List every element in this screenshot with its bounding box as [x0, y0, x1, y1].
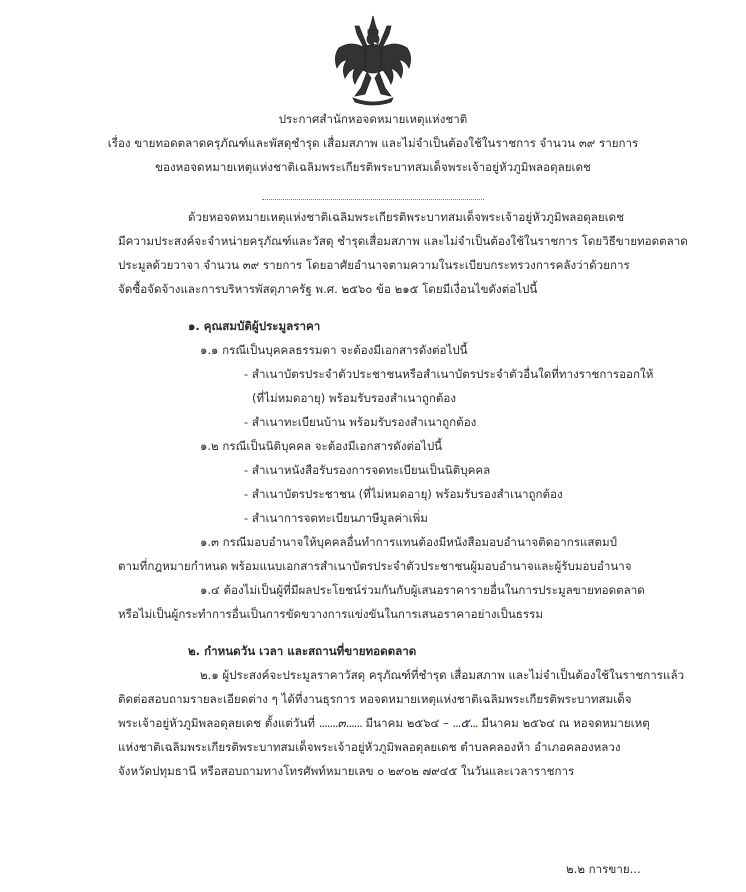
announcement-title: ประกาศสำนักหอจดหมายเหตุแห่งชาติ: [278, 112, 468, 126]
date-middle-text: มีนาคม ๒๕๖๔ –: [365, 716, 449, 730]
date-fill-dots-1: .......: [318, 716, 338, 730]
section-2-1-line-4: แห่งชาติเฉลิมพระเกียรติพระบาทสมเด็จพระเจ้าอยู่หัวภูมิพลอดุลยเดช ตำบลคลองห้า อำเภอคลองหลวง: [118, 740, 621, 754]
section-1-1: ๑.๑ กรณีเป็นบุคคลธรรมดา จะต้องมีเอกสารดังต่อไปนี้: [200, 343, 468, 357]
date-trailing-text: มีนาคม ๒๕๖๔ ณ หอจดหมายเหตุ: [481, 716, 650, 730]
handwritten-start-day: ๓: [337, 716, 346, 730]
subject-line-2: ของหอจดหมายเหตุแห่งชาติเฉลิมพระเกียรติพระบาทสมเด็จพระเจ้าอยู่หัวภูมิพลอดุลยเดช: [155, 160, 591, 174]
section-1-2: ๑.๒ กรณีเป็นนิติบุคคล จะต้องมีเอกสารดังต่อไปนี้: [200, 439, 443, 453]
intro-line-2: มีความประสงค์จะจำหน่ายครุภัณฑ์และวัสดุ ชำรุดเสื่อมสภาพ และไม่จำเป็นต้องใช้ในราชการ โดยวิธีขายทอดตลาด: [118, 234, 688, 248]
garuda-emblem-icon: [331, 14, 415, 106]
section-1-4-line-2: หรือไม่เป็นผู้กระทำการอื่นเป็นการขัดขวางการแข่งขันในการเสนอราคาอย่างเป็นธรรม: [118, 607, 543, 621]
section-1-1-item-a1: - สำเนาบัตรประจำตัวประชาชนหรือสำเนาบัตรประจำตัวอื่นใดที่ทางราชการออกให้: [244, 367, 654, 381]
section-1-4-line-1: ๑.๔ ต้องไม่เป็นผู้ที่มีผลประโยชน์ร่วมกันกับผู้เสนอราคารายอื่นในการประมูลขายทอดตลาด: [200, 583, 645, 597]
section-2-1-line-5: จังหวัดปทุมธานี หรือสอบถามทางโทรศัพท์หมายเลข ๐ ๒๙๐๒ ๗๙๔๕ ในวันและเวลาราชการ: [118, 764, 575, 778]
subject-line-1: เรื่อง ขายทอดตลาดครุภัณฑ์และพัสดุชำรุด เสื่อมสภาพ และไม่จำเป็นต้องใช้ในราชการ จำนวน ๓๙ รายการ: [107, 136, 639, 150]
handwritten-end-day: ๕: [460, 716, 470, 730]
section-2-1-line-2: ติดต่อสอบถามรายละเอียดต่าง ๆ ได้ที่งานธุรการ หอจดหมายเหตุแห่งชาติเฉลิมพระเกียรติพระบาทสมเด็จ: [118, 692, 632, 706]
section-2-heading: ๒. กำหนดวัน เวลา และสถานที่ขายทอดตลาด: [188, 644, 417, 658]
date-fill-dots-3: ...: [452, 716, 461, 730]
date-fill-dots-2: ......: [345, 716, 362, 730]
page-continuation-note: ๒.๒ การขาย...: [566, 862, 641, 876]
section-2-1-line-1: ๒.๑ ผู้ประสงค์จะประมูลราคาวัสดุ ครุภัณฑ์ที่ชำรุด เสื่อมสภาพ และไม่จำเป็นต้องใช้ในราชการแล้ว: [200, 668, 685, 682]
section-1-3-line-2: ตามที่กฎหมายกำหนด พร้อมแนบเอกสารสำเนาบัตรประจำตัวประชาชนผู้มอบอำนาจและผู้รับมอบอำนาจ: [118, 559, 632, 573]
intro-line-1: ด้วยหอจดหมายเหตุแห่งชาติเฉลิมพระเกียรติพระบาทสมเด็จพระเจ้าอยู่หัวภูมิพลอดุลยเดช: [188, 210, 625, 224]
intro-line-4: จัดซื้อจัดจ้างและการบริหารพัสดุภาครัฐ พ.ศ. ๒๕๖๐ ข้อ ๒๑๕ โดยมีเงื่อนไขดังต่อไปนี้: [118, 282, 538, 296]
section-1-2-item-c: - สำเนาการจดทะเบียนภาษีมูลค่าเพิ่ม: [244, 511, 428, 525]
date-fill-dots-4: ...: [469, 716, 478, 730]
intro-line-3: ประมูลด้วยวาจา จำนวน ๓๙ รายการ โดยอาศัยอำนาจตามความในระเบียบกระทรวงการคลังว่าด้วยการ: [118, 258, 630, 272]
section-1-2-item-b: - สำเนาบัตรประชาชน (ที่ไม่หมดอายุ) พร้อมรับรองสำเนาถูกต้อง: [244, 487, 563, 501]
section-1-heading: ๑. คุณสมบัติผู้ประมูลราคา: [188, 319, 321, 333]
section-1-1-item-b: - สำเนาทะเบียนบ้าน พร้อมรับรองสำเนาถูกต้อง: [244, 415, 477, 429]
date-lead-text: พระเจ้าอยู่หัวภูมิพลอดุลยเดช ตั้งแต่วันที่: [118, 716, 316, 730]
section-2-1-line-3: [118, 714, 650, 732]
separator-line: [262, 199, 484, 200]
section-1-1-item-a2: (ที่ไม่หมดอายุ) พร้อมรับรองสำเนาถูกต้อง: [252, 391, 457, 405]
section-1-3-line-1: ๑.๓ กรณีมอบอำนาจให้บุคคลอื่นทำการแทนต้องมีหนังสือมอบอำนาจติดอากรแสตมป์: [200, 535, 618, 549]
section-1-2-item-a: - สำเนาหนังสือรับรองการจดทะเบียนเป็นนิติบุคคล: [244, 463, 491, 477]
